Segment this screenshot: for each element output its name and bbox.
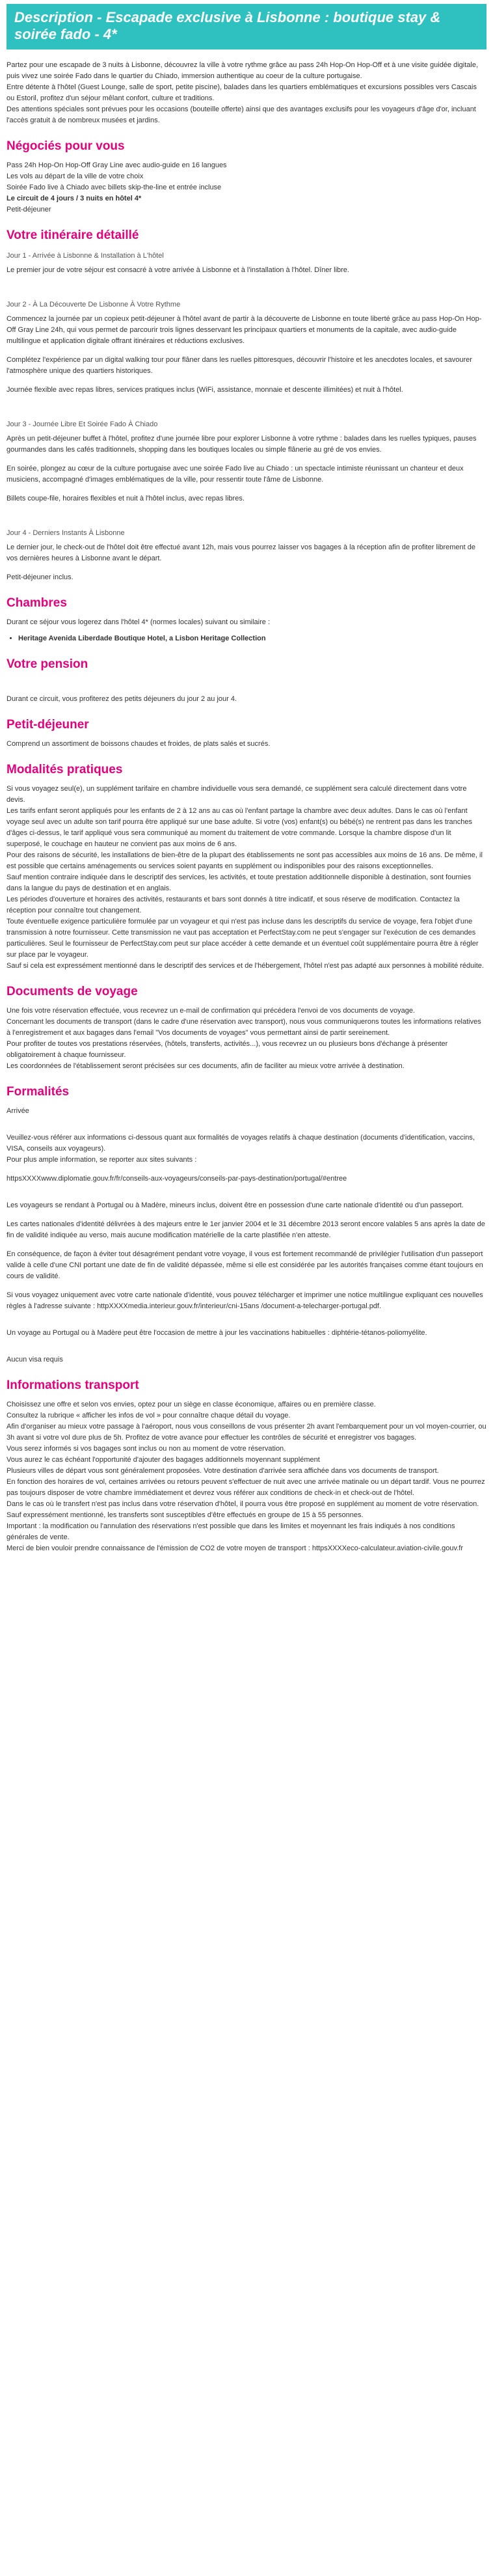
transport-paragraph: Dans le cas où le transfert n'est pas inclus dans votre réservation d'hôtel, il pourra vous être proposé en supplément au moment de votre réservation. Sauf expressément mentionné, les transferts sont susceptibles d'être effectués en groupe de 15 à 55 personnes. (7, 1500, 479, 1519)
petitdej-section (7, 718, 486, 750)
day-paragraph: En soirée, plongez au cœur de la culture portugaise avec une soirée Fado live au Chiado : un spectacle intimiste réunissant un chanteur et deux musiciens, accompagné d'images emblématiques de la ville, pour ressentir toute l'âme de Lisbonne. (7, 465, 464, 484)
formalites-arrivee: Arrivée (7, 1107, 29, 1115)
formalites-paragraph: Les cartes nationales d'identité délivrées à des majeurs entre le 1er janvier 2004 et le 31 décembre 2013 seront encore valables 5 ans après la date de fin de validité indiquée au verso, mais aucune modification matérielle de la carte plastifiée n'en atteste. (7, 1220, 485, 1239)
intro-section (7, 60, 486, 126)
intro-paragraph: Partez pour une escapade de 3 nuits à Lisbonne, découvrez la ville à votre rythme grâce au pass 24h Hop-On Hop-Off et à une visite guidée digitale, puis vivez une soirée Fado dans le quartier du Chiado, immersion authentique au coeur de la culture portugaise. (7, 61, 479, 80)
formalites-section (7, 1085, 486, 1365)
transport-paragraph: Vous serez informés si vos bagages sont inclus ou non au moment de votre réservation. (7, 1445, 286, 1453)
modalites-paragraph: Si vous voyagez seul(e), un supplément tarifaire en chambre individuelle vous sera demandé, ce supplément sera calculé directement dans votre devis. (7, 785, 467, 804)
pension-heading: Votre pension (7, 657, 88, 671)
day-title: Jour 3 - Journée Libre Et Soirée Fado À Chiado (7, 420, 158, 428)
negocies-heading: Négociés pour vous (7, 139, 125, 153)
modalites-paragraph: Toute éventuelle exigence particulière formulée par un voyageur et qui n'est pas incluse dans les descriptifs du service de voyage, fera l'objet d'une transmission à notre fournisseur. Cette transmission ne vaut pas acceptation et PerfectStay.com ne peut s'engager sur l'exécution de ces demandes particulières. Seul le fournisseur de PerfectStay.com peut sur place accéder à cette demande et un éventuel coût supplémentaire pourra être à régler sur place par le voyageur. (7, 918, 479, 959)
chambres-text: Durant ce séjour vous logerez dans l'hôtel 4* (normes locales) suivant ou similaire : (7, 618, 271, 626)
day-title: Jour 4 - Derniers Instants À Lisbonne (7, 529, 125, 537)
formalites-paragraph: Si vous voyagez uniquement avec votre carte nationale d'identité, vous pouvez télécharger et imprimer une notice multilingue expliquant ces nouvelles règles à l'adresse suivante : httpXXXXmedia.interieur.gouv.fr/interieur/cni-15ans /document-a-telecharger-portugal.pdf. (7, 1291, 483, 1310)
formalites-paragraph: Pour plus ample information, se reporter aux sites suivants : (7, 1156, 197, 1164)
chambres-heading: Chambres (7, 596, 67, 610)
description-banner (7, 4, 486, 49)
day-title: Jour 1 - Arrivée à Lisbonne & Installation à L'hôtel (7, 252, 164, 260)
day-paragraph: Complétez l'expérience par un digital walking tour pour flâner dans les ruelles pittoresques, découvrir l'histoire et les anecdotes locales, et savourer l'atmosphère unique des quartiers historiques. (7, 356, 472, 375)
day-paragraph: Journée flexible avec repas libres, services pratiques inclus (WiFi, assistance, monnaie et descente illimitées) et nuit à l'hôtel. (7, 386, 403, 394)
formalites-visa: Aucun visa requis (7, 1356, 63, 1363)
day-paragraph: Le dernier jour, le check-out de l'hôtel doit être effectué avant 12h, mais vous pourrez laisser vos bagages à la réception afin de profiter librement de vos dernières heures à Lisbonne avant le départ. (7, 543, 475, 562)
pension-section (7, 657, 486, 705)
day-title: Jour 2 - À La Découverte De Lisbonne À Votre Rythme (7, 301, 181, 308)
negocies-item: Soirée Fado live à Chiado avec billets skip-the-line et entrée incluse (7, 184, 222, 191)
transport-paragraph: Plusieurs villes de départ vous sont généralement proposées. Votre destination d'arrivée sera affichée dans vos documents de transport. (7, 1467, 439, 1475)
documents-paragraph: Une fois votre réservation effectuée, vous recevrez un e-mail de confirmation qui précédera l'envoi de vos documents de voyage. (7, 1007, 416, 1015)
negocies-item: Petit-déjeuner (7, 206, 51, 213)
negocies-item: Le circuit de 4 jours / 3 nuits en hôtel 4* (7, 195, 142, 202)
modalites-heading: Modalités pratiques (7, 763, 123, 776)
pension-text: Durant ce circuit, vous profiterez des petits déjeuners du jour 2 au jour 4. (7, 695, 237, 703)
negocies-item: Pass 24h Hop-On Hop-Off Gray Line avec audio-guide en 16 langues (7, 161, 227, 169)
chambres-section (7, 596, 486, 644)
petitdej-text: Comprend un assortiment de boissons chaudes et froides, de plats salés et sucrés. (7, 740, 271, 748)
petitdej-heading: Petit-déjeuner (7, 718, 89, 732)
documents-section (7, 985, 486, 1072)
transport-heading: Informations transport (7, 1378, 139, 1392)
transport-paragraph: Choisissez une offre et selon vos envies, optez pour un siège en classe économique, affaires ou en première classe. (7, 1401, 376, 1408)
documents-paragraph: Concernant les documents de transport (dans le cadre d'une réservation avec transport), nous vous communiquerons toutes les informations relatives à l'enregistrement et aux bagages dans l'email "Vos documents de voyages" vous permettant ainsi de partir sereinement. (7, 1018, 481, 1037)
transport-paragraph: Merci de bien vouloir prendre connaissance de l'émission de CO2 de votre moyen de transport : httpsXXXXeco-calculateur.aviation-civile.gouv.fr (7, 1544, 463, 1552)
itineraire-section (7, 228, 486, 583)
hotel-list (18, 633, 486, 644)
negocies-item: Les vols au départ de la ville de votre choix (7, 172, 144, 180)
modalites-paragraph: Pour des raisons de sécurité, les installations de bien-être de la plupart des établissements ne sont pas accessibles aux moins de 16 ans. De même, il est possible que certains aménagements ou services soient payants en supplément ou indisponibles pour des raisons exceptionnelles. (7, 851, 483, 870)
modalites-paragraph: Sauf mention contraire indiquée dans le descriptif des services, les activités, et toute prestation additionnelle disponible à destination, sont fournies dans la langue du pays de destination et en anglais. (7, 873, 472, 892)
day-paragraph: Petit-déjeuner inclus. (7, 573, 73, 581)
formalites-heading: Formalités (7, 1085, 70, 1099)
modalites-paragraph: Les périodes d'ouverture et horaires des activités, restaurants et bars sont donnés à titre indicatif, et sous réserve de modification. Contactez la réception pour connaître tout changement. (7, 896, 460, 914)
negocies-section (7, 139, 486, 215)
banner-title: Description - Escapade exclusive à Lisbonne : boutique stay & soirée fado - 4* (14, 9, 441, 42)
formalites-paragraph: En conséquence, de façon à éviter tout désagrément pendant votre voyage, il vous est fortement recommandé de privilégier l'utilisation d'un passeport valide à celle d'une CNI portant une date de fin de validité dépassée, même si elle est considérée par les autorités françaises comme étant toujours en cours de validité. (7, 1250, 483, 1280)
day-paragraph: Après un petit-déjeuner buffet à l'hôtel, profitez d'une journée libre pour explorer Lisbonne à votre rythme : balades dans les ruelles typiques, pauses gourmandes dans les cafés traditionnels, shopping dans les boutiques locales ou simple flânerie au gré de vos envies. (7, 435, 477, 454)
formalites-paragraph: Les voyageurs se rendant à Portugal ou à Madère, mineurs inclus, doivent être en possession d'une carte nationale d'identité ou d'un passeport. (7, 1201, 464, 1209)
formalites-link[interactable]: httpsXXXXwww.diplomatie.gouv.fr/fr/conseils-aux-voyageurs/conseils-par-pays-destination/portugal/#entree (7, 1175, 347, 1183)
modalites-section (7, 763, 486, 972)
transport-section (7, 1378, 486, 1554)
transport-paragraph: Consultez la rubrique « afficher les infos de vol » pour connaître chaque détail du voyage. (7, 1412, 291, 1419)
formalites-paragraph: Veuillez-vous référer aux informations ci-dessous quant aux formalités de voyages relatifs à chaque destination (documents d'identification, vaccins, VISA, conseils aux voyageurs). (7, 1134, 475, 1153)
transport-paragraph: Important : la modification ou l'annulation des réservations n'est possible que dans les limites et moyennant les frais indiqués à nos conditions générales de vente. (7, 1522, 455, 1541)
day-paragraph: Billets coupe-file, horaires flexibles et nuit à l'hôtel inclus, avec repas libres. (7, 495, 245, 502)
formalites-paragraph: Un voyage au Portugal ou à Madère peut être l'occasion de mettre à jour les vaccinations habituelles : diphtérie-tétanos-poliomyélite. (7, 1329, 427, 1337)
transport-paragraph: En fonction des horaires de vol, certaines arrivées ou retours peuvent s'effectuer de nuit avec une arrivée matinale ou un départ tardif. Vous ne pourrez pas toujours disposer de votre chambre immédiatement et devrez vous référer aux conditions de check-in et check-out de l'hôtel. (7, 1478, 485, 1497)
itineraire-heading: Votre itinéraire détaillé (7, 228, 139, 242)
transport-paragraph: Vous aurez le cas échéant l'opportunité d'ajouter des bagages additionnels moyennant supplément (7, 1456, 320, 1464)
day-paragraph: Commencez la journée par un copieux petit-déjeuner à l'hôtel avant de partir à la découverte de Lisbonne en toute liberté grâce au pass Hop-On Hop-Off Gray Line 24h, qui vous permet de parcourir trois lignes desservant les principaux quartiers et monuments de la capitale, avec audio-guide multilingue et application digitale offrant itinéraires et réductions exclusives. (7, 315, 482, 345)
day-paragraph: Le premier jour de votre séjour est consacré à votre arrivée à Lisbonne et à l'installation à l'hôtel. Dîner libre. (7, 266, 349, 274)
modalites-paragraph: Sauf si cela est expressément mentionné dans le descriptif des services et de l'hébergement, l'hôtel n'est pas adapté aux personnes à mobilité réduite. (7, 962, 484, 970)
documents-paragraph: Pour profiter de toutes vos prestations réservées, (hôtels, transferts, activités...), vous recevrez un ou plusieurs bons d'échange à présenter obligatoirement à chaque fournisseur. (7, 1040, 448, 1059)
intro-paragraph: Entre détente à l'hôtel (Guest Lounge, salle de sport, petite piscine), balades dans les quartiers emblématiques et excursions possibles vers Cascais ou Estoril, profitez d'un séjour mêlant confort, culture et traditions. (7, 83, 477, 102)
intro-paragraph: Des attentions spéciales sont prévues pour les occasions (bouteille offerte) ainsi que des avantages exclusifs pour les voyageurs d'âge d'or, incluant l'accès gratuit à de nombreux musées et jardins. (7, 105, 476, 124)
documents-heading: Documents de voyage (7, 985, 138, 998)
transport-paragraph: Afin d'organiser au mieux votre passage à l'aéroport, nous vous conseillons de vous présenter 2h avant l'embarquement pour un vol moyen-courrier, ou 3h avant si votre vol dure plus de 5h. Profitez de votre avance pour effectuer les contrôles de sécurité et enregistrer vos bagages. (7, 1423, 486, 1442)
modalites-paragraph: Les tarifs enfant seront appliqués pour les enfants de 2 à 12 ans au cas où l'enfant partage la chambre avec deux adultes. Dans le cas où l'enfant voyage seul avec un adulte son tarif pourra être appliqué sur une base adulte. Si votre (vos) enfant(s) ou bébé(s) ne rentrent pas dans les tranches d'âges ci-dessus, le tarif appliqué vous sera communiqué au moment du traitement de votre commande. Lorsque la chambre dispose d'un lit superposé, le couchage en hauteur ne convient pas aux moins de 6 ans. (7, 807, 473, 848)
hotel-item: • Heritage Avenida Liberdade Boutique Hotel, a Lisbon Heritage Collection (18, 633, 486, 644)
documents-paragraph: Les coordonnées de l'établissement seront précisées sur ces documents, afin de faciliter au mieux votre arrivée à destination. (7, 1062, 405, 1070)
